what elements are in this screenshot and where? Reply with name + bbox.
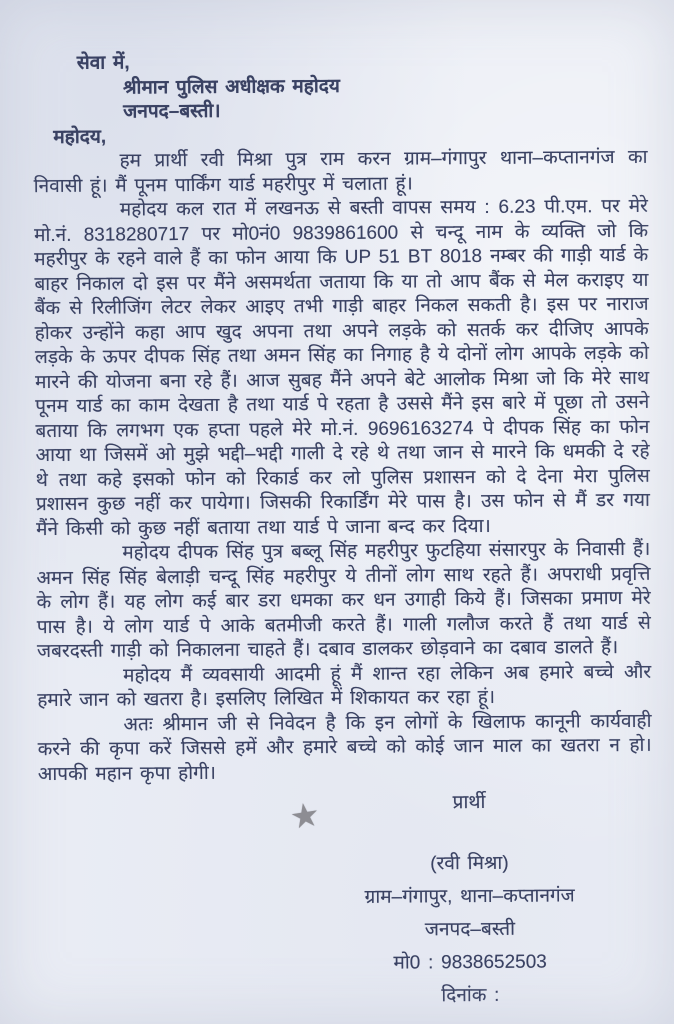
- paragraph-request: अतः श्रीमान जी से निवेदन है कि इन लोगों के खिलाफ कानूनी कार्यवाही करने की कृपा करें जिससे हमें और हमारे बच्चे को कोई जान माल का खतरा न हो। आपकी महान कृपा होगी।: [37, 710, 652, 785]
- applicant-name: (रवी मिश्रा): [430, 852, 509, 875]
- applicant-address-district: जनपद–बस्ती: [424, 918, 516, 941]
- star-icon: ★: [287, 794, 323, 837]
- applicant-mobile-number: मो0 : 9838652503: [393, 951, 547, 974]
- date-label: दिनांक :: [441, 984, 500, 1007]
- paragraph-threat-statement: महोदय मैं व्यवसायी आदमी हूं मैं शान्त रहा लेकिन अब हमारे बच्चे और हमारे जान को खतरा है। इसलिए लिखित में शिकायत कर रहा हूं।: [37, 661, 652, 712]
- paragraph-incident: महोदय कल रात में लखनऊ से बस्ती वापस समय : 6.23 पी.एम. पर मेरे मो.नं. 8318280717 पर मो0नं0 9839861600 से चन्दू नाम के व्यक्ति जो कि महरीपुर के रहने वाले हैं का फोन आया कि UP 51 BT 8018 नम्बर की गाड़ी यार्ड के बाहर निकाल दो इस पर मैंने असमर्थता जताया कि या तो आप बैंक से मेल कराइए या बैंक से रिलीजिंग लेटर लेकर आइए तभी गाड़ी बाहर निकल सकती है। इस पर नाराज होकर उन्होंने कहा आप खुद अपना तथा अपने लड़के को सतर्क कर दीजिए आपके लड़के के ऊपर दीपक सिंह तथा अमन सिंह का निगाह है ये दोनों लोग आपके लड़के को मारने की योजना बना रहे हैं। आज सुबह मैंने अपने बेटे आलोक मिश्रा जो कि मेरे साथ पूनम यार्ड का काम देखता है तथा यार्ड पे रहता है उससे मैंने इस बारे में पूछा तो उसने बताया कि लगभग एक हप्ता पहले मेरे मो.नं. 9696163274 पे दीपक सिंह का फोन आया था जिसमें ओ मुझे भद्दी–भद्दी गाली दे रहे थे तथा जान से मारने कि धमकी दे रहे थे तथा कहे इसको फोन को रिकार्ड कर लो पुलिस प्रशासन को दे देना मेरा पुलिस प्रशासन कुछ नहीं कर पायेगा। जिसकी रिकार्डिंग मेरे पास है। उस फोन से मैं डर गया मैंने किसी को कुछ नहीं बताया तथा यार्ड पे जाना बन्द कर दिया।: [33, 195, 650, 540]
- signature-block: [314, 785, 626, 1013]
- applicant-address-village: ग्राम–गंगापुर, थाना–कप्तानगंज: [364, 885, 575, 908]
- paragraph-introduction: हम प्रार्थी रवी मिश्रा पुत्र राम करन ग्राम–गंगापुर थाना–कप्तानगंज का निवासी हूं। मैं पूनम पार्किंग यार्ड महरीपुर में चलाता हूं।: [33, 146, 648, 197]
- applicant-label: प्रार्थी: [452, 791, 486, 814]
- addressee-title: श्रीमान पुलिस अधीक्षक महोदय: [122, 75, 340, 98]
- salutation-seva-mein: सेवा में,: [76, 52, 130, 74]
- addressee-district: जनपद–बस्ती।: [123, 100, 221, 123]
- salutation-mahoday: महोदय,: [53, 126, 107, 148]
- paragraph-accused-details: महोदय दीपक सिंह पुत्र बब्लू सिंह महरीपुर फुटहिया संसारपुर के निवासी हैं। अमन सिंह सिंह बेलाड़ी चन्दू सिंह महरीपुर ये तीनों लोग साथ रहते हैं। अपराधी प्रवृत्ति के लोग हैं। यह लोग कई बार डरा धमका कर धन उगाही किये हैं। जिसका प्रमाण मेरे पास है। ये लोग यार्ड पे आके बतमीजी करते हैं। गाली गलौज करते हैं तथा यार्ड से जबरदस्ती गाड़ी को निकालना चाहते हैं। दबाव डालकर छोड़वाने का दबाव डालते हैं।: [36, 538, 651, 663]
